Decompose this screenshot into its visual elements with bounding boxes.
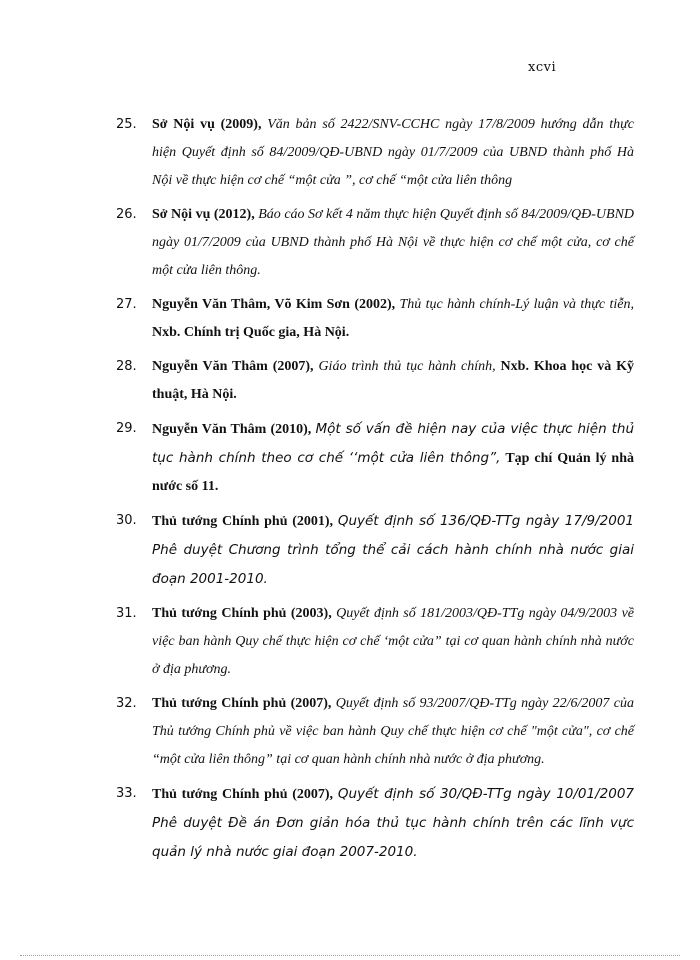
reference-number: 31. (116, 606, 137, 621)
reference-item (116, 201, 634, 285)
reference-title: Một số vấn đề hiện nay của việc thực hiện thủ tục hành chính theo cơ chế ‘‘một cửa liên thông”, (152, 421, 634, 466)
reference-text (152, 291, 634, 347)
reference-item (116, 600, 634, 684)
reference-item (116, 690, 634, 774)
reference-title: Văn bản số 2422/SNV-CCHC ngày 17/8/2009 hướng dẫn thực hiện Quyết định số 84/2009/QĐ-UBND ngày 01/7/2009 của UBND thành phố Hà Nội về thực hiện cơ chế “một cửa ”, cơ chế “một cửa liên thông (152, 117, 635, 188)
reference-title: Quyết định số 93/2007/QĐ-TTg ngày 22/6/2007 của Thủ tướng Chính phủ về việc ban hành Quy chế thực hiện cơ chế "một cửa", cơ chế “một cửa liên thông” tại cơ quan hành chính nhà nước ở địa phương. (152, 696, 634, 767)
reference-text (152, 507, 634, 594)
reference-author: Nguyễn Văn Thâm, Võ Kim Sơn (2002), (152, 297, 396, 312)
reference-author: Sở Nội vụ (2012), (152, 207, 255, 222)
reference-number: 28. (116, 359, 137, 374)
reference-author: Nguyễn Văn Thâm (2010), (152, 422, 312, 437)
reference-number: 25. (116, 117, 137, 132)
reference-text (152, 415, 634, 501)
reference-item (116, 415, 634, 501)
reference-author: Thủ tướng Chính phủ (2001), (152, 514, 334, 529)
reference-title: Quyết định số 136/QĐ-TTg ngày 17/9/2001 Phê duyệt Chương trình tổng thể cải cách hành chính nhà nước giai đoạn 2001-2010. (152, 513, 634, 587)
reference-item (116, 111, 634, 195)
reference-publisher: Tạp chí Quản lý nhà nước số 11. (152, 451, 635, 494)
reference-text (152, 111, 634, 195)
reference-title: Quyết định số 30/QĐ-TTg ngày 10/01/2007 Phê duyệt Đề án Đơn giản hóa thủ tục hành chính trên các lĩnh vực quản lý nhà nước giai đoạn 2007-2010. (152, 786, 634, 860)
reference-text (152, 690, 634, 774)
reference-author: Thủ tướng Chính phủ (2007), (152, 787, 334, 802)
reference-title: Thủ tục hành chính-Lý luận và thực tiễn, (399, 297, 634, 312)
reference-publisher: Nxb. Chính trị Quốc gia, Hà Nội. (152, 325, 350, 340)
reference-title: Giáo trình thủ tục hành chính, (318, 359, 496, 374)
reference-publisher: Nxb. Khoa học và Kỹ thuật, Hà Nội. (152, 359, 635, 402)
reference-text (152, 353, 634, 409)
reference-author: Sở Nội vụ (2009), (152, 117, 262, 132)
reference-number: 27. (116, 297, 137, 312)
reference-number: 29. (116, 421, 137, 436)
reference-text (152, 780, 634, 867)
reference-author: Nguyễn Văn Thâm (2007), (152, 359, 314, 374)
page-bottom-divider (20, 955, 680, 956)
reference-text (152, 600, 634, 684)
reference-number: 33. (116, 786, 137, 801)
reference-number: 30. (116, 513, 137, 528)
reference-list (116, 111, 634, 873)
reference-item (116, 780, 634, 867)
reference-item (116, 353, 634, 409)
reference-author: Thủ tướng Chính phủ (2003), (152, 606, 332, 621)
reference-title: Báo cáo Sơ kết 4 năm thực hiện Quyết định số 84/2009/QĐ-UBND ngày 01/7/2009 của UBND thành phố Hà Nội về thực hiện cơ chế một cửa, cơ chế một cửa liên thông. (152, 207, 635, 278)
reference-number: 26. (116, 207, 137, 222)
reference-number: 32. (116, 696, 137, 711)
reference-author: Thủ tướng Chính phủ (2007), (152, 696, 332, 711)
reference-item (116, 291, 634, 347)
reference-title: Quyết định số 181/2003/QĐ-TTg ngày 04/9/2003 về việc ban hành Quy chế thực hiện cơ chế ‘một cửa” tại cơ quan hành chính nhà nước ở địa phương. (152, 606, 635, 677)
page-number: xcvi (528, 60, 557, 75)
reference-text (152, 201, 634, 285)
reference-item (116, 507, 634, 594)
